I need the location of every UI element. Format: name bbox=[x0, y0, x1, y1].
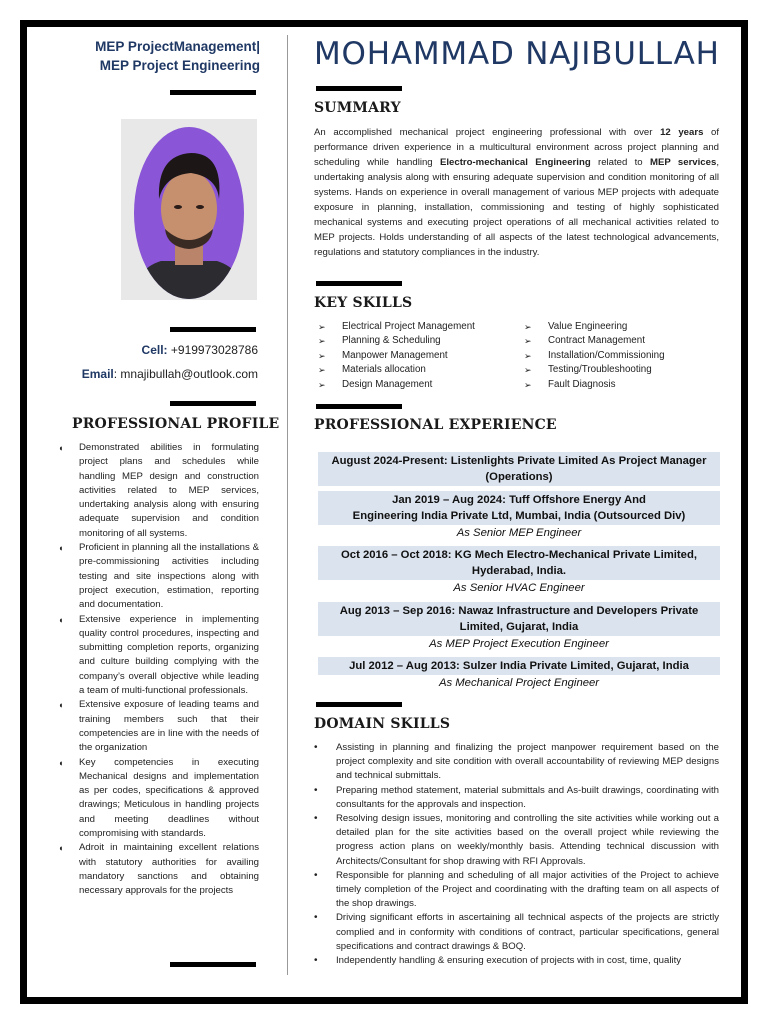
experience-band bbox=[318, 546, 720, 580]
experience-entry bbox=[318, 452, 720, 486]
job-title-line-2: MEP Project Engineering bbox=[99, 58, 260, 73]
job-title-line-1: MEP ProjectManagement| bbox=[95, 39, 260, 54]
summary-text bbox=[314, 125, 719, 260]
experience-entry bbox=[318, 546, 720, 596]
list-item: ◖ Proficient in planning all the installations & pre-commissioning activities including testing and site inspections along with project execution, estimation, reporting and documentation. bbox=[58, 541, 259, 612]
divider-bar bbox=[316, 281, 402, 286]
list-item: ◖ Key competencies in executing Mechanical designs and implementation as per codes, specifications & approved drawings; Meticulous in handling projects and meeting deadlines without compromising with standards. bbox=[58, 756, 259, 842]
list-item: • Driving significant efforts in ascertaining all technical aspects of the projects are strictly complied and in conformity with conditions of contract, particular specifications, general specifications and contract drawings & BOQ. bbox=[314, 911, 719, 954]
professional-profile-list bbox=[58, 441, 259, 899]
divider-bar bbox=[170, 90, 256, 95]
divider-bar bbox=[316, 86, 402, 91]
experience-line: Jan 2019 – Aug 2024: Tuff Offshore Energy And bbox=[392, 494, 646, 506]
divider-bar bbox=[316, 404, 402, 409]
experience-line: Aug 2013 – Sep 2016: Nawaz Infrastructure and Developers Private bbox=[339, 605, 699, 617]
list-item: ◖ Extensive experience in implementing quality control procedures, inspecting and submitting completion reports, organizing and culture building complying with the company’s overall objective while leading a team of multi-functional professionals. bbox=[58, 613, 259, 699]
summary-text-part: An accomplished mechanical project engineering professional with over bbox=[314, 127, 661, 138]
experience-line: Engineering India Private Ltd, Mumbai, India (Outsourced Div) bbox=[352, 510, 686, 522]
list-item: ➢ Contract Management bbox=[524, 334, 665, 348]
cell-label: Cell: bbox=[141, 343, 168, 357]
key-skills-heading: KEY SKILLS bbox=[314, 295, 413, 311]
list-item: ➢ Materials allocation bbox=[318, 363, 475, 377]
summary-highlight: Electro-mechanical Engineering bbox=[439, 157, 591, 168]
cell-value[interactable]: +919973028786 bbox=[167, 343, 258, 357]
list-item: ➢ Fault Diagnosis bbox=[524, 378, 665, 392]
experience-band bbox=[318, 491, 720, 525]
divider-bar bbox=[170, 401, 256, 406]
experience-role: As Mechanical Project Engineer bbox=[438, 677, 600, 689]
summary-text-part: of performance driven experience in a multicultural environment across project planning and scheduling while handling bbox=[314, 127, 719, 168]
column-divider bbox=[287, 35, 288, 975]
domain-skills-heading: DOMAIN SKILLS bbox=[314, 716, 451, 732]
experience-line: Limited, Gujarat, India bbox=[459, 621, 579, 633]
list-item: ◖ Adroit in maintaining excellent relations with statutory authorities for availing mandatory sanctions and obtaining necessary approvals for the projects bbox=[58, 841, 259, 898]
experience-role: As Senior MEP Engineer bbox=[456, 527, 582, 539]
experience-role: As MEP Project Execution Engineer bbox=[429, 638, 609, 650]
list-item: ➢ Installation/Commissioning bbox=[524, 349, 665, 363]
list-item: ◖ Extensive exposure of leading teams and training members such that their competencies are in line with the needs of the organization bbox=[58, 698, 259, 755]
summary-text-part: related to bbox=[590, 157, 650, 168]
summary-highlight: 12 years bbox=[660, 127, 704, 138]
experience-line: (Operations) bbox=[485, 471, 553, 483]
professional-profile-heading: PROFESSIONAL PROFILE bbox=[72, 416, 280, 432]
key-skills-left bbox=[318, 320, 475, 392]
experience-entry bbox=[318, 657, 720, 691]
list-item: • Preparing method statement, material submittals and As-built drawings, coordinating with consultants for the approvals and inspection. bbox=[314, 784, 719, 812]
domain-skills-list bbox=[314, 741, 719, 968]
email-label: Email bbox=[81, 367, 114, 381]
list-item: • Independently handling & ensuring execution of projects with in cost, time, quality bbox=[314, 954, 719, 968]
list-item: ➢ Manpower Management bbox=[318, 349, 475, 363]
divider-bar bbox=[170, 327, 256, 332]
experience-band bbox=[318, 452, 720, 486]
contact-email bbox=[60, 367, 258, 381]
list-item: • Assisting in planning and finalizing the project manpower requirement based on the project complexity and site condition with overall accountability of reviewing MEP designs and technical submittals. bbox=[314, 741, 719, 784]
divider-bar bbox=[316, 702, 402, 707]
list-item: • Resolving design issues, monitoring and controlling the site activities while working out a detailed plan for the site activities based on the overall project while reviewing the progress action plans on weekly/monthly basis. Attending technical discussion with Architects/Consultant for shop drawing with RFI Approvals. bbox=[314, 812, 719, 869]
candidate-name: MOHAMMAD NAJIBULLAH bbox=[314, 36, 720, 72]
experience-line: August 2024-Present: Listenlights Private Limited As Project Manager bbox=[331, 455, 707, 467]
summary-heading: SUMMARY bbox=[314, 100, 401, 116]
email-value[interactable]: : mnajibullah@outlook.com bbox=[113, 367, 258, 381]
key-skills-right bbox=[524, 320, 665, 392]
job-title bbox=[60, 37, 260, 75]
list-item: ➢ Electrical Project Management bbox=[318, 320, 475, 334]
profile-photo-illustration bbox=[121, 119, 257, 300]
experience-band bbox=[318, 657, 720, 675]
contact-cell bbox=[60, 343, 258, 357]
profile-photo bbox=[121, 119, 257, 300]
summary-highlight: MEP services bbox=[649, 157, 717, 168]
experience-entry bbox=[318, 491, 720, 541]
list-item: ➢ Design Management bbox=[318, 378, 475, 392]
summary-text-part: , undertaking analysis along with ensuring adequate supervision and condition monitoring of all systems. Hands on experience in overall management of various MEP projects with adequate exposure in planning, installation, commissioning and testing of highly sophisticated mechanical systems and executing project operations of all mechanical activities related to MEP projects. Holds understanding of all aspects of the latest technological advancements, regulations and statutory compliances in the industry. bbox=[314, 157, 719, 258]
experience-line: Hyderabad, India. bbox=[471, 565, 567, 577]
list-item: • Responsible for planning and scheduling of all major activities of the Project to achieve timely completion of the Project and coordinating with the drafting team on all aspects of the shop drawings. bbox=[314, 869, 719, 912]
experience-line: Jul 2012 – Aug 2013: Sulzer India Private Limited, Gujarat, India bbox=[349, 660, 689, 672]
divider-bar bbox=[170, 962, 256, 967]
experience-line: Oct 2016 – Oct 2018: KG Mech Electro-Mechanical Private Limited, bbox=[341, 549, 697, 561]
experience-band bbox=[318, 602, 720, 636]
professional-experience-heading: PROFESSIONAL EXPERIENCE bbox=[314, 417, 557, 433]
list-item: ➢ Planning & Scheduling bbox=[318, 334, 475, 348]
list-item: ➢ Value Engineering bbox=[524, 320, 665, 334]
experience-role: As Senior HVAC Engineer bbox=[453, 582, 585, 594]
experience-entry bbox=[318, 602, 720, 652]
list-item: ◖ Demonstrated abilities in formulating project plans and schedules while handling MEP design and construction activities related to MEP services, undertaking analysis along with ensuring adequate supervision and condition monitoring of all systems. bbox=[58, 441, 259, 541]
list-item: ➢ Testing/Troubleshooting bbox=[524, 363, 665, 377]
